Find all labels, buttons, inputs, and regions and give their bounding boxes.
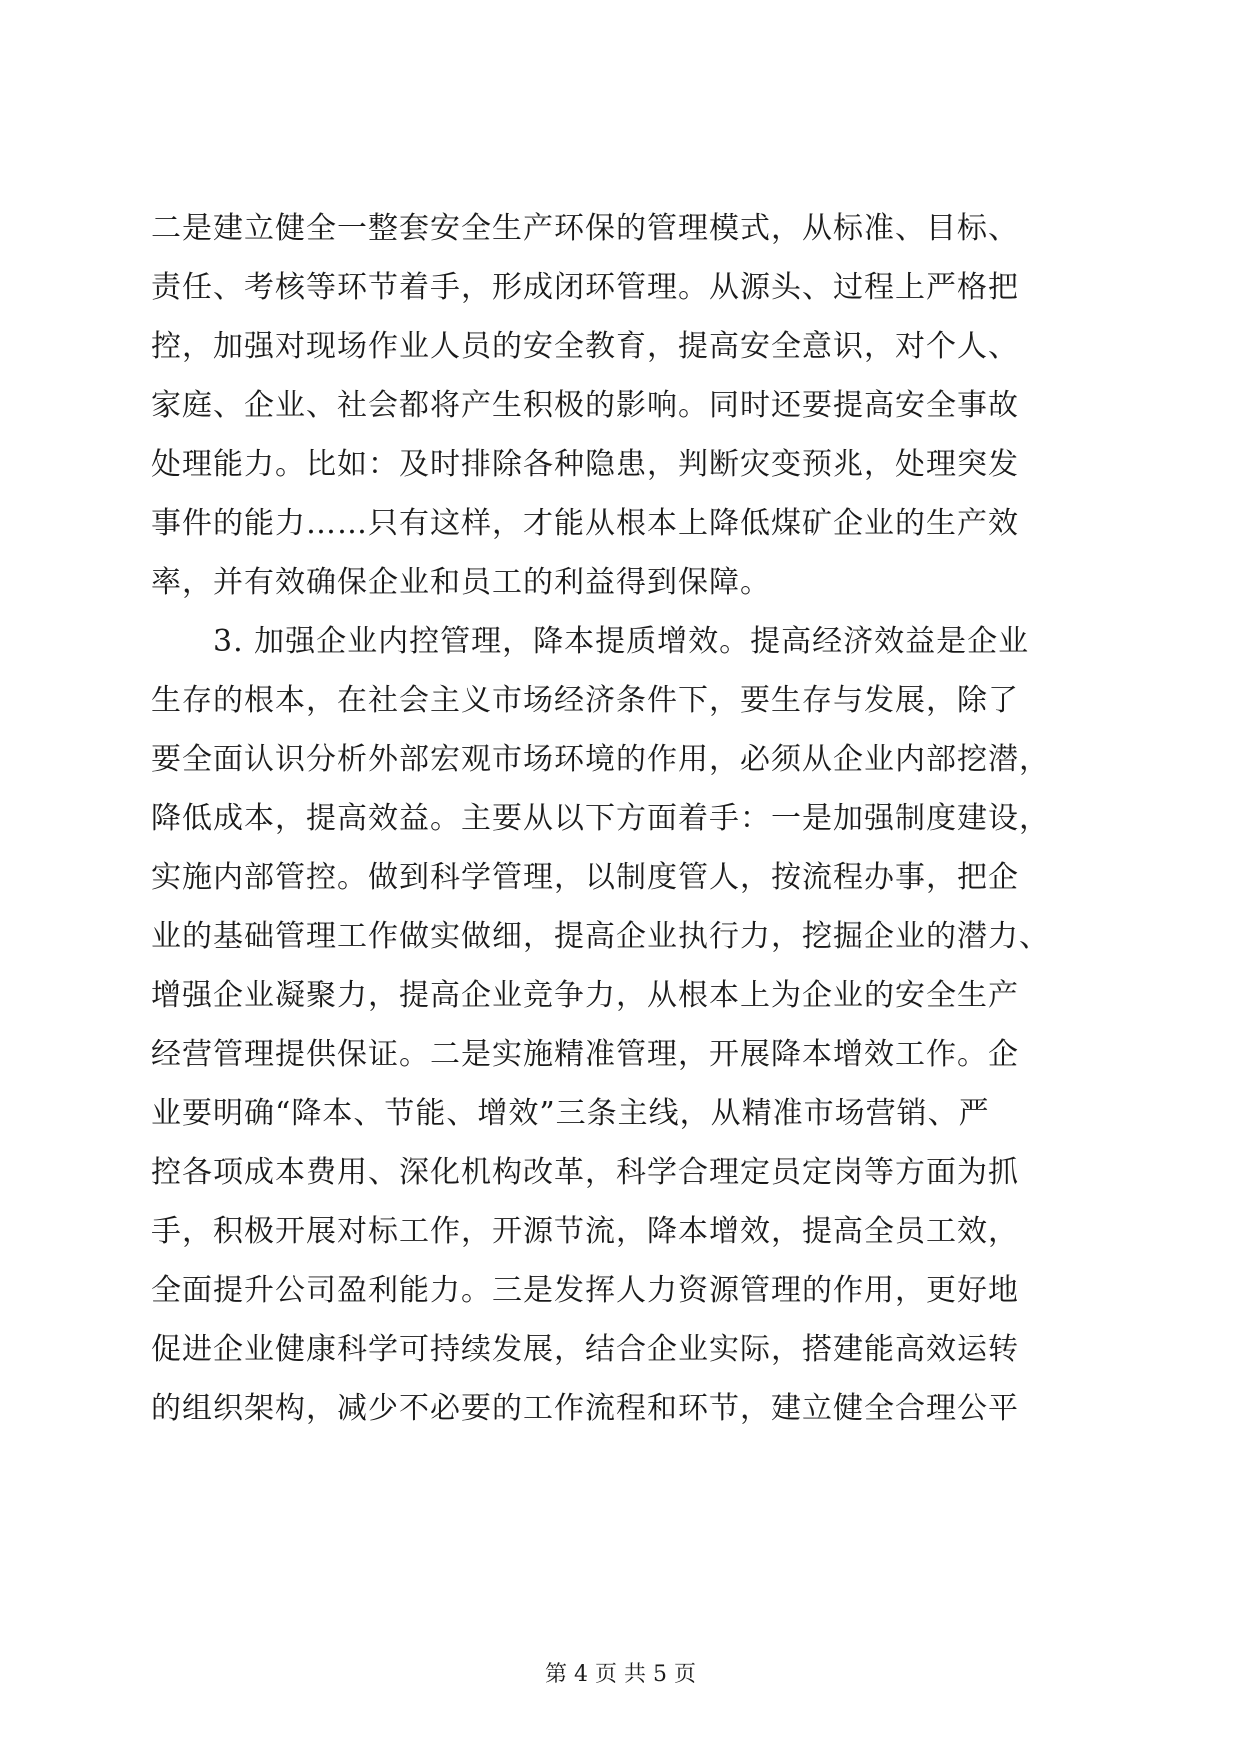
- text-line: 促进企业健康科学可持续发展，结合企业实际，搭建能高效运转: [151, 1332, 1019, 1367]
- text-line: 实施内部管控。做到科学管理，以制度管人，按流程办事，把企: [151, 860, 1019, 895]
- text-line: 家庭、企业、社会都将产生积极的影响。同时还要提高安全事故: [151, 388, 1019, 423]
- text-line: 率，并有效确保企业和员工的利益得到保障。: [151, 565, 771, 600]
- text-line: 事件的能力……只有这样，才能从根本上降低煤矿企业的生产效: [151, 506, 1019, 541]
- text-line: 处理能力。比如：及时排除各种隐患，判断灾变预兆，处理突发: [151, 447, 1019, 482]
- text-line: 降低成本，提高效益。主要从以下方面着手：一是加强制度建设，: [151, 801, 1050, 836]
- text-line: 全面提升公司盈利能力。三是发挥人力资源管理的作用，更好地: [151, 1273, 1019, 1308]
- text-line: 控各项成本费用、深化机构改革，科学合理定员定岗等方面为抓: [151, 1155, 1019, 1190]
- text-line: 业的基础管理工作做实做细，提高企业执行力，挖掘企业的潜力、: [151, 919, 1050, 954]
- page-number-footer: 第 4 页 共 5 页: [545, 1662, 696, 1687]
- text-line: 增强企业凝聚力，提高企业竞争力，从根本上为企业的安全生产: [151, 978, 1019, 1013]
- text-line: 业要明确“降本、节能、增效”三条主线，从精准市场营销、严: [151, 1096, 990, 1131]
- text-line: 要全面认识分析外部宏观市场环境的作用，必须从企业内部挖潜，: [151, 742, 1050, 777]
- text-line: 经营管理提供保证。二是实施精准管理，开展降本增效工作。企: [151, 1037, 1019, 1072]
- text-line: 手，积极开展对标工作，开源节流，降本增效，提高全员工效，: [151, 1214, 1019, 1249]
- text-line: 的组织架构，减少不必要的工作流程和环节，建立健全合理公平: [151, 1391, 1019, 1426]
- text-line: 3. 加强企业内控管理，降本提质增效。提高经济效益是企业: [151, 624, 1030, 659]
- text-line: 责任、考核等环节着手，形成闭环管理。从源头、过程上严格把: [151, 270, 1019, 305]
- text-line: 二是建立健全一整套安全生产环保的管理模式，从标准、目标、: [151, 211, 1019, 246]
- text-line: 控，加强对现场作业人员的安全教育，提高安全意识，对个人、: [151, 329, 1019, 364]
- text-line: 生存的根本，在社会主义市场经济条件下，要生存与发展，除了: [151, 683, 1019, 718]
